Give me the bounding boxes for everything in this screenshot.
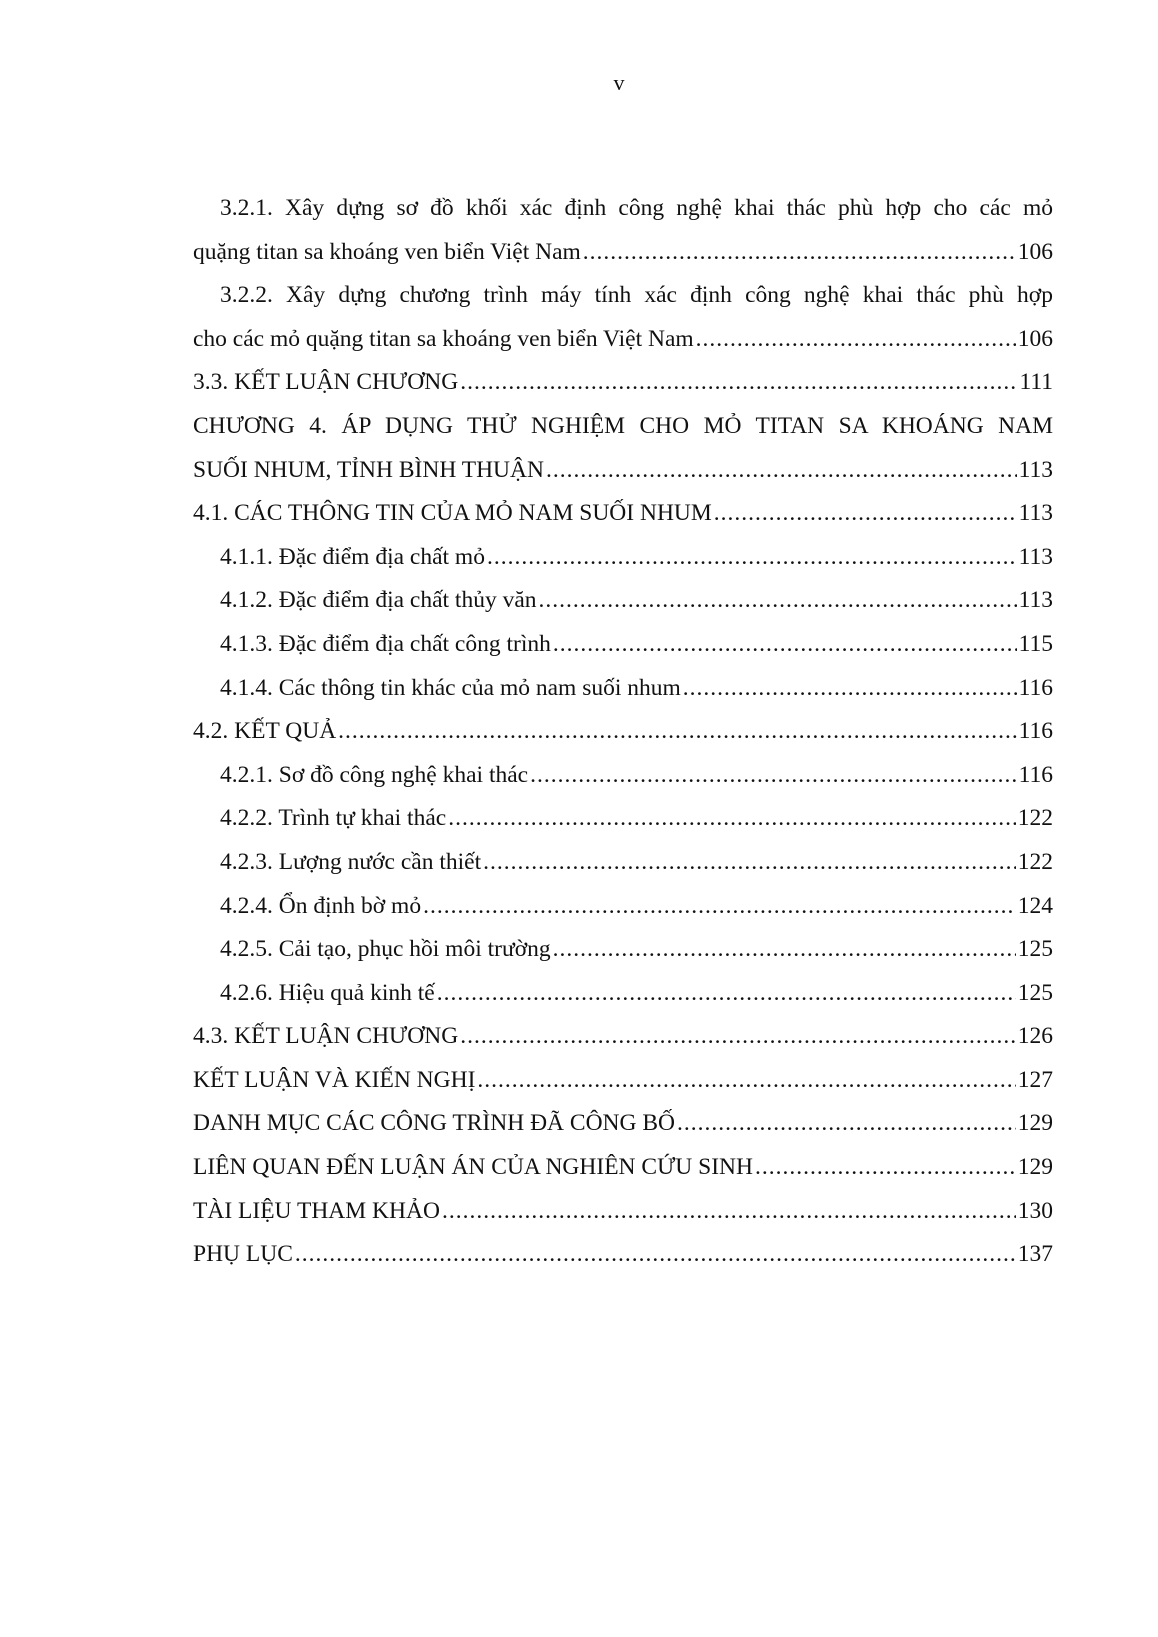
toc-page-number: 130 <box>1017 1197 1053 1224</box>
toc-page-number: 137 <box>1017 1241 1053 1268</box>
toc-entry-text: 4.1.1. Đặc điểm địa chất mỏ <box>220 543 485 570</box>
toc-entry-4-3[interactable] <box>193 1015 1053 1059</box>
toc-entry-text: DANH MỤC CÁC CÔNG TRÌNH ĐÃ CÔNG BỐ <box>193 1110 676 1137</box>
toc-entry-text: PHỤ LỤC <box>193 1241 293 1268</box>
toc-entry-text: 4.2.2. Trình tự khai thác <box>220 805 447 832</box>
dot-leader <box>483 841 1016 885</box>
toc-page-number: 106 <box>1017 325 1053 352</box>
toc-entry-4-2-1[interactable] <box>193 754 1053 798</box>
toc-page-number: 125 <box>1017 979 1053 1006</box>
table-of-contents <box>193 187 1053 1277</box>
dot-leader <box>583 231 1016 275</box>
dot-leader <box>423 885 1016 929</box>
toc-page-number: 113 <box>1018 543 1053 570</box>
toc-entry-4-2[interactable] <box>193 710 1053 754</box>
toc-entry-text: 3.3. KẾT LUẬN CHƯƠNG <box>193 369 459 396</box>
toc-entry-4-1-2[interactable] <box>193 579 1053 623</box>
toc-entry-ket-luan[interactable] <box>193 1059 1053 1103</box>
toc-page-number: 113 <box>1018 456 1053 483</box>
dot-leader <box>553 928 1016 972</box>
toc-entry-4-2-6[interactable] <box>193 972 1053 1016</box>
dot-leader <box>448 797 1016 841</box>
toc-entry-text: 3.2.2. Xây dựng chương trình máy tính xác định công nghệ khai thác phù hợp <box>220 282 1053 309</box>
toc-entry-text: 3.2.1. Xây dựng sơ đồ khối xác định công nghệ khai thác phù hợp cho các mỏ <box>220 195 1053 221</box>
toc-page-number: 116 <box>1018 761 1053 788</box>
toc-entry-4-2-5[interactable] <box>193 928 1053 972</box>
dot-leader <box>714 492 1017 536</box>
toc-entry-tai-lieu[interactable] <box>193 1190 1053 1234</box>
toc-entry-4-1-4[interactable] <box>193 667 1053 711</box>
toc-entry-text: SUỐI NHUM, TỈNH BÌNH THUẬN <box>193 456 544 483</box>
toc-entry-text: 4.1.2. Đặc điểm địa chất thủy văn <box>220 587 537 614</box>
toc-entry-phu-luc[interactable] <box>193 1233 1053 1277</box>
toc-entry-text: 4.2.6. Hiệu quả kinh tế <box>220 979 435 1006</box>
toc-entry-text: 4.3. KẾT LUẬN CHƯƠNG <box>193 1023 459 1050</box>
dot-leader <box>460 1015 1016 1059</box>
dot-leader <box>553 623 1017 667</box>
toc-entry-text: LIÊN QUAN ĐẾN LUẬN ÁN CỦA NGHIÊN CỨU SINH <box>193 1154 753 1181</box>
toc-entry-chapter-4[interactable] <box>193 405 1053 492</box>
toc-entry-4-1-3[interactable] <box>193 623 1053 667</box>
toc-entry-text: cho các mỏ quặng titan sa khoáng ven biển Việt Nam <box>193 325 694 352</box>
toc-entry-4-1[interactable] <box>193 492 1053 536</box>
dot-leader <box>477 1059 1015 1103</box>
toc-page-number: 129 <box>1017 1110 1053 1137</box>
toc-entry-3-2-2[interactable] <box>193 274 1053 361</box>
toc-page-number: 113 <box>1018 587 1053 614</box>
toc-entry-4-2-2[interactable] <box>193 797 1053 841</box>
dot-leader <box>546 449 1017 493</box>
toc-entry-text: 4.2.5. Cải tạo, phục hồi môi trường <box>220 936 551 963</box>
toc-page-number: 122 <box>1017 805 1053 832</box>
toc-page-number: 111 <box>1019 369 1053 396</box>
dot-leader <box>677 1102 1016 1146</box>
toc-page-number: 126 <box>1017 1023 1053 1050</box>
toc-entry-text: 4.2.1. Sơ đồ công nghệ khai thác <box>220 761 529 788</box>
dot-leader <box>442 1190 1016 1234</box>
toc-entry-danh-muc[interactable] <box>193 1102 1053 1146</box>
toc-entry-text: quặng titan sa khoáng ven biển Việt Nam <box>193 238 581 265</box>
toc-entry-text: 4.2. KẾT QUẢ <box>193 718 337 745</box>
dot-leader <box>683 667 1017 711</box>
toc-entry-4-1-1[interactable] <box>193 536 1053 580</box>
dot-leader <box>338 710 1016 754</box>
toc-entry-text: 4.1.4. Các thông tin khác của mỏ nam suối nhum <box>220 674 681 701</box>
toc-page-number: 116 <box>1018 674 1053 701</box>
toc-page-number: 129 <box>1017 1154 1053 1181</box>
toc-entry-text: 4.1.3. Đặc điểm địa chất công trình <box>220 630 551 657</box>
toc-page-number: 122 <box>1017 848 1053 875</box>
dot-leader <box>295 1233 1016 1277</box>
toc-page-number: 106 <box>1017 238 1053 265</box>
toc-entry-lien-quan[interactable] <box>193 1146 1053 1190</box>
toc-page-number: 125 <box>1017 936 1053 963</box>
dot-leader <box>539 579 1017 623</box>
dot-leader <box>437 972 1016 1016</box>
toc-entry-text: KẾT LUẬN VÀ KIẾN NGHỊ <box>193 1066 476 1093</box>
toc-page-number: 113 <box>1018 500 1053 527</box>
toc-entry-3-2-1[interactable] <box>193 187 1053 274</box>
toc-page-number: 124 <box>1017 892 1053 919</box>
toc-entry-text: 4.2.3. Lượng nước cần thiết <box>220 848 482 875</box>
page-number: v <box>613 70 625 95</box>
toc-page-number: 127 <box>1017 1066 1053 1093</box>
dot-leader <box>696 318 1016 362</box>
toc-entry-4-2-4[interactable] <box>193 885 1053 929</box>
toc-entry-text: 4.1. CÁC THÔNG TIN CỦA MỎ NAM SUỐI NHUM <box>193 500 712 527</box>
dot-leader <box>755 1146 1016 1190</box>
dot-leader <box>530 754 1017 798</box>
toc-entry-3-3[interactable] <box>193 361 1053 405</box>
toc-page-number: 116 <box>1018 718 1053 745</box>
toc-page-number: 115 <box>1018 630 1053 657</box>
dot-leader <box>460 361 1017 405</box>
toc-entry-4-2-3[interactable] <box>193 841 1053 885</box>
toc-entry-text: CHƯƠNG 4. ÁP DỤNG THỬ NGHIỆM CHO MỎ TITAN SA KHOÁNG NAM <box>193 412 1053 439</box>
toc-entry-text: 4.2.4. Ổn định bờ mỏ <box>220 892 422 919</box>
dot-leader <box>487 536 1017 580</box>
toc-entry-text: TÀI LIỆU THAM KHẢO <box>193 1197 440 1224</box>
